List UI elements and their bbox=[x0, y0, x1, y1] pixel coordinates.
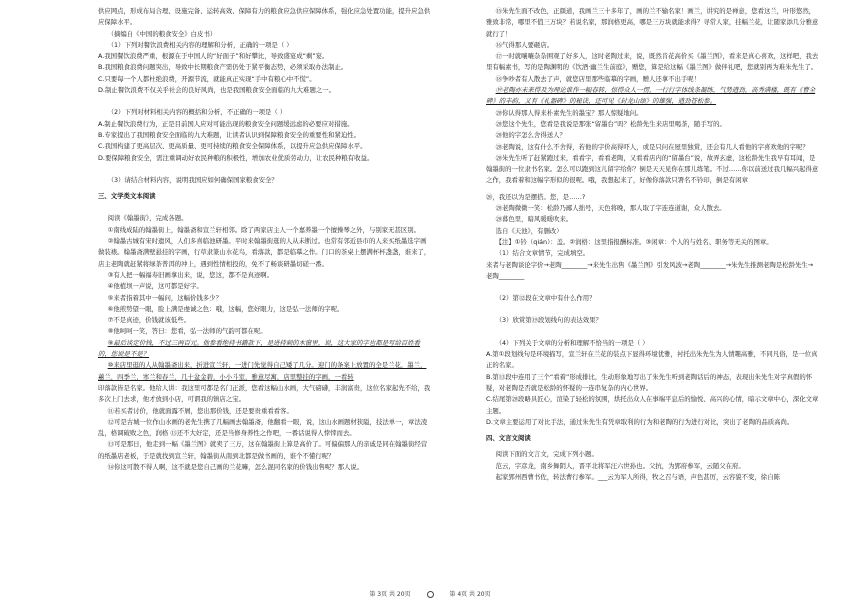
paragraph: ⑳您这个先生，您看是我说是那张“留墨台”吗？松龄先生来店里喝茶，随手写的。 bbox=[495, 119, 726, 128]
question-stem: （3）请结合材料内容，说明我国应如何确保国家粮食安全？ bbox=[107, 175, 278, 184]
underlined-text: ⑲老陶亦未来得及为理论谁作一幅春转，惊得众人一愣，一行行字体线条凝练，气势遒劲，高秀满楼，既有《曹全碑》的丰韵，又有《礼器碑》的秘诀，还可见《封龙山颂》的雄强，遒劲苍松参。 bbox=[486, 86, 816, 106]
paragraph: ④他植坝一声说，这可都是好字。 bbox=[107, 282, 203, 291]
option: D.文章主要运用了对比手法，通过朱先生有凭章取利的行为和老陶的行为进行对比，突出了老陶的品质高尚。 bbox=[486, 417, 794, 426]
option: C.结尾第⑳段略具匠心，渲染了轻松的氛围，烘托出众人在事端平息后的愉悦、高兴的心情，暗示文章中心，深化文章主题。 bbox=[486, 395, 819, 415]
paragraph: ①南线成陆的翰墨街上，翰墨斋和宣兰轩相邻。除了两家店主人一个嘉养墨一个擅操琴之外，与别家无甚区别。 bbox=[107, 225, 421, 234]
underlined-text: ⑨最后谈定价钱，不过三两百元。他参看绝持书籍款下，是进持刺的木窗里，说，这大家的字也都是写给百姓看的，您说是不是？ bbox=[98, 338, 421, 359]
question-stem: （4）下列关于文章的分析和理解不恰当的一项是（ ） bbox=[495, 338, 649, 347]
paragraph: ⑤来者指着其中一幅问，这幅价钱多少？ bbox=[107, 293, 222, 302]
paragraph: 印落款皆是名家。他给人讲：我这里可都是名门正派，您看这幅山水画，大气磅礴，丰润富贵，这位名家起先不给，我多次上门去求，他才放到小店，可谓我的镇店之宝。 bbox=[98, 383, 431, 404]
paragraph: 起家郢州西曹书佐，转法曹行参军。___云为军人所得，牧之召与语，声色甚厉，云容貌不变，徐自陈 bbox=[495, 472, 780, 481]
option: C.我国构建了更高层次、更高质量、更可持续的粮食安全保障体系，以提升应急供应保障水平。 bbox=[98, 142, 367, 151]
text-line: 供应网点，形成布局合理、设施完备、运转高效、保障有力的粮食应急供应保障体系，强化应急处置功能，提升应急供应保障水平。 bbox=[98, 7, 431, 27]
paragraph: ⑧他呵呵一笑，答曰：您看，弘一法师的气韵可都在呢。 bbox=[107, 327, 267, 336]
footnote: 【注】①钤（qián）：盖。②润格：这里指报酬标准。③闲章：个人的与姓名、职务等无关的图章。 bbox=[495, 237, 773, 246]
option: A.第①段划线句是环境描写，宣兰轩在兰花的装点下显得环境优雅，衬托出朱先生为人情趣高雅，不同凡俗，是一位真正的名家。 bbox=[486, 350, 818, 370]
question-stem: （1）结合文章情节，完成填空。 bbox=[495, 249, 590, 258]
paragraph: ⑥他煎势望一眼，脸上满是虔诚之色：哦，这幅，您好眼力，这是弘一法师的字呢。 bbox=[107, 304, 344, 313]
paragraph: ⑳你认得那人得来朴素先生的墨宝？那人惊疑地问。 bbox=[495, 108, 643, 117]
underlined-text: ⑩来店里逛的人从翰墨斋出来，折进宣兰轩，一进门先觉得自己矮了几分。迎门的条案上放置的全是兰花，墨兰，蕙兰，四季兰，寒兰和春兰，几十盆金碧，小小斗室，雅意尽寓，店里整挂的字画，一看转 bbox=[98, 361, 427, 381]
paragraph: ⑳老陶微微一笑：松龄乃鄙人拙号，天色将晚，那人取了字连连道谢，众人散去。 bbox=[495, 204, 726, 213]
paragraph: ⑬可是那日，他走到一幅《墨兰图》就卖了三万，这在翰墨街上算是高价了。可偏偏那人的亲戚是同在翰墨街经营的纸墨店老板，于是就找到宣兰轩，翰墨街从南到北都是做书画的，谁个不懂行呢？ bbox=[98, 440, 428, 460]
paragraph: ⑳朱先生听了赶紧跑过来，看看字，看看老陶，又看看店内的“留墨台”说，故弄玄虚，这松龄先生我早有耳闻，是翰墨街的一位隶书名家。怎么可以跑到这儿留字给你？倒是天天见你在那儿练笔。不过……你以前送过我几幅兴起得意之作，我看着和这幅字形似的很呢。哦，我想起来了，好像你落款只署名不钤印，倒是有闲章 bbox=[486, 153, 819, 185]
paragraph: ⑪若买者讨价，他就面露不屑，您出那价钱，还是要贵重看看客。 bbox=[107, 406, 293, 415]
paragraph: ⑫可是古城一位作山水画的老先生携了几幅画去翰墨斋，他翻看一眼，说，这山水画题材狭隘，技法单一，章法凌乱，格调破败之色，润格 ⑬还不大好定，还是当修身养性之作吧，一番话说得人悻悻而去。 bbox=[98, 417, 428, 438]
paragraph: ⑱争吵者有人散去了声，就您店里那些临摹的字画，赠人还拿不出手呢！ bbox=[495, 74, 701, 83]
option: C.只要每一个人都杜绝浪费，开源节流，就能真正实现“手中有粮心中不慌”。 bbox=[98, 74, 316, 83]
paragraph: ⑮朱先生面不改色，正颜道，我画兰三十多年了，画的兰不输名家！画兰，讲究的是禅意，您看这兰，叶形悠然，雅致非常，哪里不值三万块？若说名家，那润格更高，哪是三万块就能求得？寻常人家，挂幅兰花，让随家添几分雅意就行了！ bbox=[486, 7, 819, 38]
paragraph: ⑯气得那人要砸店。 bbox=[495, 40, 554, 49]
reading-intro: 阅读《翰墨街》，完成各题。 bbox=[107, 214, 188, 223]
section-heading: 四、文言文阅读 bbox=[486, 434, 531, 443]
paragraph-underlined bbox=[98, 360, 431, 383]
paragraph-underlined bbox=[98, 338, 431, 361]
page-number-right: 第 4页 共 20页 bbox=[449, 591, 491, 598]
source-note: 选自《天池》，有删改） bbox=[495, 226, 563, 235]
option: A.我国餐饮浪费严重，根源在于中国人的“好面子”和好攀比，导致盛宴成“剩”宴。 bbox=[98, 52, 329, 61]
fill-blank-line: 来者与老陶谈论字价→老陶________→来先生出售《墨兰图》引发风波→老陶________→朱先生推测老陶是松龄先生→老陶________ bbox=[486, 260, 814, 280]
section-heading: 三、文学类文本阅读 bbox=[98, 192, 156, 201]
page-number-left: 第 3页 共 20页 bbox=[369, 591, 411, 598]
question-stem: （2）下列对材料相关内容的概括和分析，不正确的一项是（ ） bbox=[107, 108, 287, 117]
question-stem: （2）第⑫段在文章中有什么作用？ bbox=[495, 294, 596, 303]
option: A.制止餐饮浪费行为，正是目前国人应对可能出现的粮食安全问题缓远虑的必要应对措施。 bbox=[98, 119, 354, 128]
question-stem: （3）欣赏第⑲段划线句的表达效果？ bbox=[495, 316, 602, 325]
paragraph: ⑭你这可散不得人啊，这不就是您自己画的兰花嘛，怎么混同名家的价钱出售呢？那人说。 bbox=[107, 462, 364, 471]
option: B.第⑬段中连用了三个“看着”形成排比，生动形象地写出了朱先生听到老陶话后的神态，表现出朱先生对字真假的怀疑，对老陶是否就是松龄的怀疑的一连串复杂的内心世界。 bbox=[486, 372, 813, 392]
paragraph: ⑳暮色里，暗风暖暖吹来。 bbox=[495, 215, 573, 224]
option: D.制止餐饮浪费不仅关乎社会的良好风尚，也是我国粮食安全面临的九大难题之一。 bbox=[98, 86, 336, 95]
paragraph: 范云，字彦龙，南乡舞阴人，晋平北将军汪六世孙也。父抗，为郢府参军，云随父在府。 bbox=[495, 461, 745, 470]
source-note: （摘编自《中国的粮食安全》白皮书） bbox=[107, 29, 217, 38]
paragraph: ⑳老陶说，这有什么不舍得，若他的字价高得吓人，或是只问在屋里独赏，还会有几人看他的字喜欢他的字呢？ bbox=[495, 142, 809, 151]
paragraph: ⑳他的字怎么舍得送人？ bbox=[495, 131, 566, 140]
option: B.专家提出了我国粮食安全面临的九大难题，让读者认识到保障粮食安全的重要性和紧迫性。 bbox=[98, 130, 361, 139]
option: D.要保障粮食安全，需注重调动好农民种粮的积极性，增加农业优质劳动力，让农民种粮有收益。 bbox=[98, 153, 374, 162]
paragraph: ⑳，我还以为是摆搭。您，是……? bbox=[486, 192, 586, 201]
paragraph: ③有人把一幅福寿旧画拿出来，说，您这，都不是真迹啊。 bbox=[107, 270, 274, 279]
paragraph-underlined bbox=[486, 85, 819, 108]
paragraph: ⑦不是真迹，价钱就该低些。 bbox=[107, 316, 191, 325]
option: B.我国粮食浪费问题突出，导致中长期粮食产需仍处于紧平衡态势，必须采取办法制止。 bbox=[98, 63, 348, 72]
paragraph: ⑰一时就嚷嚷杂杂围观了好多人，这时老陶过来，说，既然肯花高价买《墨兰图》，看来是真心喜欢，这样吧，我去里有幅素书，写的是陶渊明的《饮酒·幽兰生前庭》，赠您，算是给这幅《墨兰图》做伴礼吧，您就别再为难朱先生了。 bbox=[486, 52, 819, 72]
left-page-column bbox=[98, 6, 431, 473]
right-page-column bbox=[486, 6, 819, 483]
question-stem: （1）下列对餐饮浪费相关内容的理解和分析，正确的一项是（ ） bbox=[107, 40, 293, 49]
page-footer bbox=[0, 589, 860, 598]
center-circle-icon bbox=[427, 591, 434, 598]
reading-intro: 阅读下面的文言文，完成下列小题。 bbox=[495, 450, 598, 459]
paragraph: ②翰墨古城有宋时遗风，人们多喜临池研墨。平时来翰墨街逛的人从未断过。也常有邻近县市的人来买纸墨选字画做装裱。翰墨斋满壁悬挂的字画，行草隶篆山水花鸟，看落款，都是临摹之作。门口的茶桌上摆满杯杯盏盏，谁来了，店主老陶就赶紧将绿茶普洱的冲上，遇到性情相投的，免不了畅谈研墨切磋一番。 bbox=[98, 237, 431, 268]
